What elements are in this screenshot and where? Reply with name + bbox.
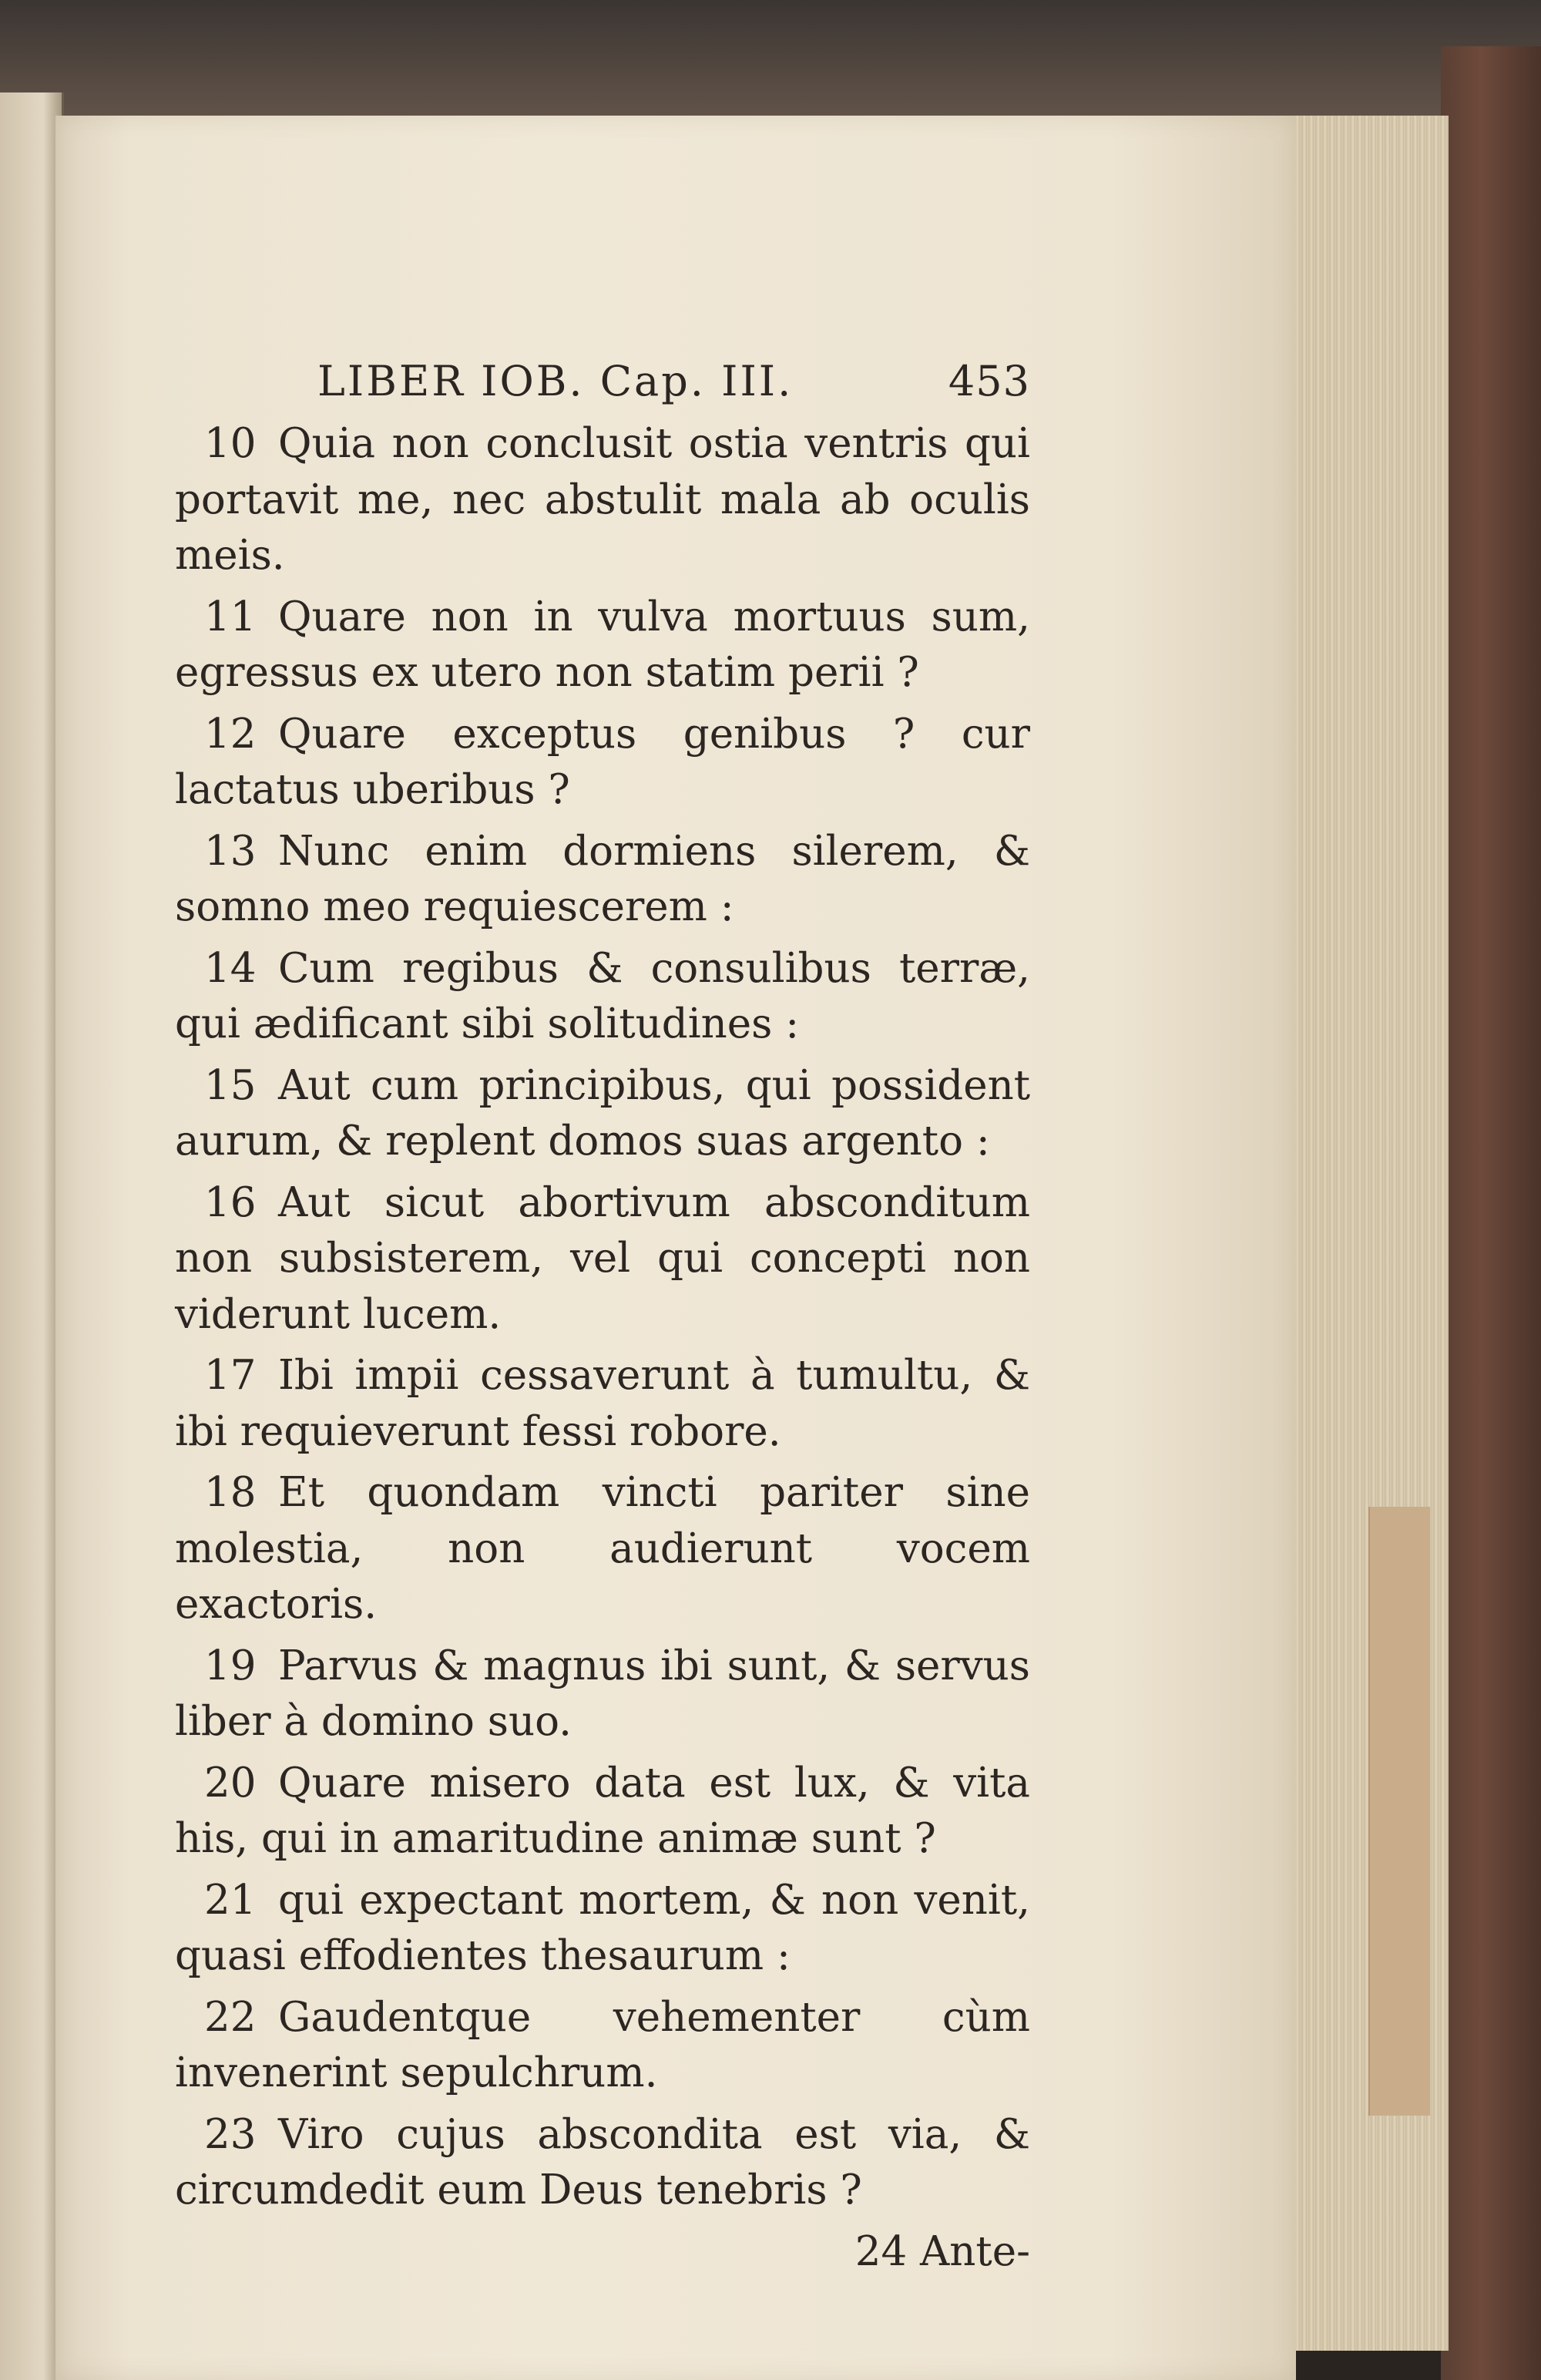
verse-number: 17 bbox=[204, 1352, 257, 1399]
book-page bbox=[55, 116, 1296, 2380]
verse-text: Quia non conclusit ostia ventris qui portavit me, nec abstulit mala ab oculis meis. bbox=[175, 420, 1030, 579]
verse bbox=[175, 1639, 1030, 1750]
verse bbox=[175, 590, 1030, 701]
verse bbox=[175, 941, 1030, 1053]
verse-number: 12 bbox=[204, 710, 257, 758]
verse bbox=[175, 1873, 1030, 1985]
running-head-title: LIBER IOB. Cap. III. bbox=[317, 357, 794, 405]
verse-text: Cum regibus & consulibus terræ, qui ædificant sibi solitudines : bbox=[175, 944, 1030, 1047]
verse-text: Viro cujus abscondita est via, & circumdedit eum Deus tenebris ? bbox=[175, 2110, 1030, 2214]
text-block bbox=[175, 347, 1030, 2280]
verse-number: 22 bbox=[204, 1993, 257, 2041]
verse bbox=[175, 2107, 1030, 2219]
verse bbox=[175, 1348, 1030, 1460]
verse-text: Aut cum principibus, qui possident aurum, & replent domos suas argento : bbox=[175, 1061, 1030, 1165]
verse-text: Quare non in vulva mortuus sum, egressus ex utero non statim perii ? bbox=[175, 593, 1030, 696]
verse-text: qui expectant mortem, & non venit, quasi effodientes thesaurum : bbox=[175, 1876, 1030, 1979]
verse bbox=[175, 1058, 1030, 1170]
verse-number: 15 bbox=[204, 1061, 257, 1109]
bookmark-ribbon bbox=[1368, 1507, 1430, 2116]
verse-number: 11 bbox=[204, 593, 257, 640]
running-head bbox=[175, 347, 1030, 416]
verse-number: 16 bbox=[204, 1178, 257, 1226]
verse bbox=[175, 1175, 1030, 1343]
verse-number: 10 bbox=[204, 420, 257, 467]
book-cover-right bbox=[1441, 46, 1541, 2380]
verse-number: 23 bbox=[204, 2110, 257, 2158]
verse bbox=[175, 707, 1030, 819]
verse-text: Nunc enim dormiens silerem, & somno meo requiescerem : bbox=[175, 827, 1030, 930]
verse-text: Gaudentque vehementer cùm invenerint sepulchrum. bbox=[175, 1993, 1030, 2096]
verse-number: 19 bbox=[204, 1642, 257, 1689]
verse bbox=[175, 1756, 1030, 1867]
verse-number: 21 bbox=[204, 1876, 257, 1924]
verse bbox=[175, 1990, 1030, 2102]
verse-number: 18 bbox=[204, 1469, 257, 1516]
verse-text: Aut sicut abortivum absconditum non subsisterem, vel qui concepti non viderunt lucem. bbox=[175, 1178, 1030, 1338]
page-number: 453 bbox=[948, 357, 1030, 405]
verse-text: Et quondam vincti pariter sine molestia, non audierunt vocem exactoris. bbox=[175, 1469, 1030, 1628]
verse-number: 20 bbox=[204, 1759, 257, 1807]
verse-number: 14 bbox=[204, 944, 257, 992]
verse-number: 13 bbox=[204, 827, 257, 875]
verse-text: Quare exceptus genibus ? cur lactatus uberibus ? bbox=[175, 710, 1030, 813]
verse bbox=[175, 1465, 1030, 1633]
facing-page-edge bbox=[0, 92, 64, 2380]
catchword: 24 Ante- bbox=[854, 2227, 1030, 2275]
verse-text: Ibi impii cessaverunt à tumultu, & ibi requieverunt fessi robore. bbox=[175, 1352, 1030, 1455]
verse bbox=[175, 416, 1030, 584]
verse-text: Quare misero data est lux, & vita his, qui in amaritudine animæ sunt ? bbox=[175, 1759, 1030, 1862]
verse-text: Parvus & magnus ibi sunt, & servus liber à domino suo. bbox=[175, 1642, 1030, 1745]
verse bbox=[175, 824, 1030, 936]
